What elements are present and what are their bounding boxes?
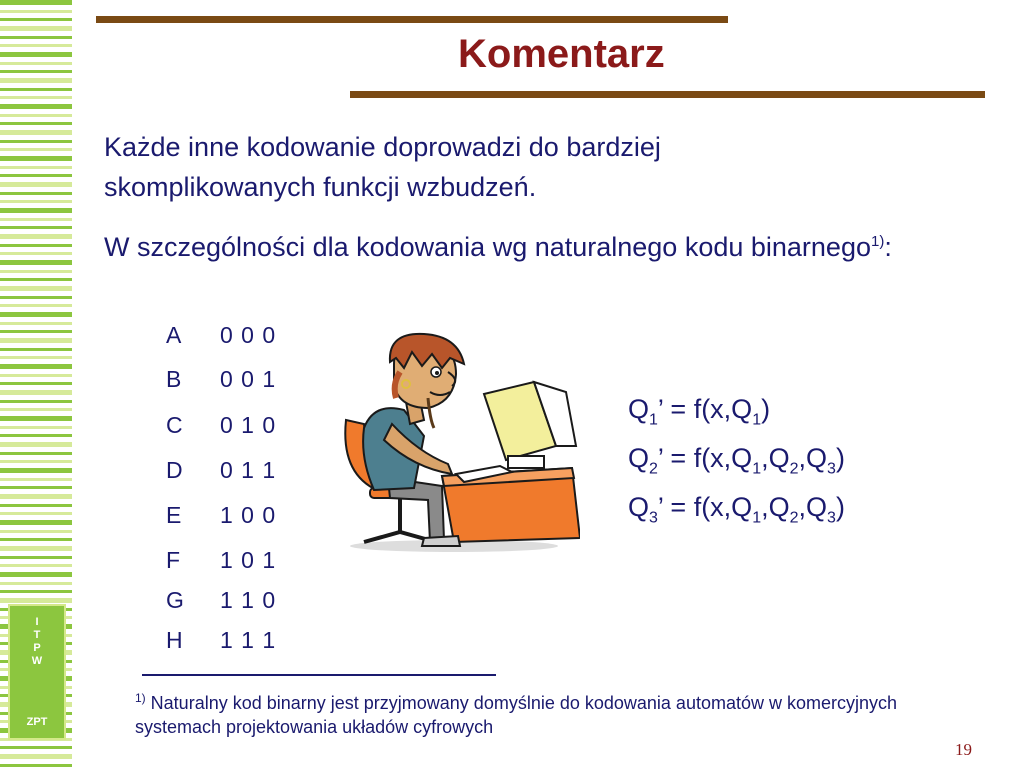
state-code: 0 0 1 xyxy=(220,366,277,392)
stripe xyxy=(0,478,72,481)
stripe xyxy=(0,564,72,567)
equation-2 xyxy=(628,443,845,478)
equation-text: ’ = f(x,Q xyxy=(657,492,753,522)
stripe xyxy=(0,434,72,437)
state-letter: B xyxy=(166,366,182,392)
stripe xyxy=(0,192,72,195)
title-bar-top xyxy=(96,16,728,23)
stripe xyxy=(0,590,72,593)
equation-subscript: 3 xyxy=(827,460,836,478)
stripe xyxy=(0,166,72,169)
equation-subscript: 1 xyxy=(752,460,762,478)
stripe xyxy=(0,44,72,47)
badge-letter: I xyxy=(35,616,39,628)
stripe xyxy=(0,122,72,125)
stripe xyxy=(0,442,72,447)
state-letter: E xyxy=(166,502,182,528)
equation-1 xyxy=(628,394,770,429)
footnote-text: Naturalny kod binarny jest przyjmowany domyślnie do kodowania automatów w komercyjnych systemach projektowania układów cyfrowych xyxy=(135,693,898,737)
state-code: 0 1 0 xyxy=(220,412,277,438)
stripe xyxy=(0,244,72,247)
stripe xyxy=(0,460,72,463)
state-code: 1 0 0 xyxy=(220,502,277,528)
stripe xyxy=(0,270,72,273)
page-number: 19 xyxy=(955,740,972,759)
footnote xyxy=(135,686,975,739)
stripe xyxy=(0,494,72,499)
stripe xyxy=(0,218,72,221)
equation-text: ,Q xyxy=(761,492,790,522)
equation-text: ,Q xyxy=(761,443,790,473)
stripe xyxy=(0,556,72,559)
stripe xyxy=(0,382,72,385)
badge-letter: P xyxy=(33,642,41,654)
stripe xyxy=(0,226,72,229)
footnote-separator xyxy=(142,674,496,676)
stripe xyxy=(0,182,72,187)
paragraph-1: Każde inne kodowanie doprowadzi do bardziej skomplikowanych funkcji wzbudzeń. xyxy=(104,132,661,202)
stripe xyxy=(0,408,72,411)
stripe xyxy=(0,530,72,533)
state-code: 0 0 0 xyxy=(220,322,277,348)
equation-subscript: 2 xyxy=(789,460,799,478)
stripe xyxy=(0,452,72,455)
stripe xyxy=(0,416,72,421)
stripe xyxy=(0,374,72,377)
state-row xyxy=(166,502,306,532)
equation-subscript: 3 xyxy=(649,509,658,527)
state-row xyxy=(166,322,306,352)
stripe xyxy=(0,312,72,317)
stripe xyxy=(0,104,72,109)
state-letter: G xyxy=(166,587,184,613)
state-code: 1 0 1 xyxy=(220,547,277,573)
slide-title: Komentarz xyxy=(458,32,665,76)
stripe xyxy=(0,156,72,161)
state-letter: H xyxy=(166,627,183,653)
stripe xyxy=(0,538,72,541)
stripe xyxy=(0,572,72,577)
stripe xyxy=(0,322,72,325)
stripe xyxy=(0,52,72,57)
stripe xyxy=(0,148,72,151)
stripe xyxy=(0,400,72,403)
stripe xyxy=(0,330,72,333)
stripe xyxy=(0,512,72,515)
equation-text: ) xyxy=(761,394,771,424)
equation-text: Q xyxy=(628,394,650,424)
stripe xyxy=(0,598,72,603)
stripe xyxy=(0,426,72,429)
equation-text: Q xyxy=(628,443,650,473)
stripe xyxy=(0,746,72,749)
stripe xyxy=(0,520,72,525)
stripe xyxy=(0,36,72,39)
title-bar-bottom xyxy=(350,91,985,98)
stripe xyxy=(0,70,72,73)
stripe xyxy=(0,252,72,255)
stripe xyxy=(0,278,72,281)
equation-subscript: 2 xyxy=(649,460,658,478)
state-code: 1 1 1 xyxy=(220,627,277,653)
stripe xyxy=(0,364,72,369)
stripe xyxy=(0,504,72,507)
equation-subscript: 2 xyxy=(789,509,799,527)
equation-subscript: 3 xyxy=(827,509,836,527)
state-row xyxy=(166,457,306,487)
state-row xyxy=(166,547,306,577)
stripe xyxy=(0,140,72,143)
stripe xyxy=(0,764,72,767)
state-row xyxy=(166,627,306,657)
state-row xyxy=(166,412,306,442)
stripe xyxy=(0,200,72,203)
state-row xyxy=(166,366,306,396)
state-code: 1 1 0 xyxy=(220,587,277,613)
state-letter: C xyxy=(166,412,183,438)
badge-org: ZPT xyxy=(26,716,48,728)
stripe xyxy=(0,96,72,99)
stripe xyxy=(0,234,72,239)
institution-badge xyxy=(8,604,66,740)
paragraph-2 xyxy=(104,222,944,267)
badge-letter: W xyxy=(31,655,43,667)
stripe xyxy=(0,338,72,343)
stripe xyxy=(0,296,72,299)
state-code: 0 1 1 xyxy=(220,457,277,483)
stripe xyxy=(0,260,72,265)
state-letter: F xyxy=(166,547,181,573)
footnote-ref: 1) xyxy=(870,233,885,250)
equation-3 xyxy=(628,492,845,527)
equation-text: ’ = f(x,Q xyxy=(657,394,753,424)
stripe xyxy=(0,356,72,359)
equation-text: ,Q xyxy=(798,492,828,522)
stripe xyxy=(0,348,72,351)
stripe xyxy=(0,304,72,307)
equation-subscript: 1 xyxy=(752,509,762,527)
footnote-mark: 1) xyxy=(135,691,146,705)
paragraph-2-end: : xyxy=(884,232,892,262)
person-at-computer-illustration xyxy=(344,328,580,558)
state-letter: A xyxy=(166,322,182,348)
stripe xyxy=(0,18,72,21)
stripe xyxy=(0,468,72,473)
stripe xyxy=(0,486,72,489)
badge-letters xyxy=(10,616,64,668)
equation-text: ,Q xyxy=(798,443,828,473)
stripe xyxy=(0,286,72,291)
stripe xyxy=(0,88,72,91)
equation-text: ’ = f(x,Q xyxy=(657,443,753,473)
stripe xyxy=(0,0,72,5)
stripe xyxy=(0,78,72,83)
equation-subscript: 1 xyxy=(649,411,658,429)
state-row xyxy=(166,587,306,617)
stripe xyxy=(0,546,72,551)
badge-letter: T xyxy=(33,629,41,641)
stripe xyxy=(0,754,72,759)
stripe xyxy=(0,114,72,117)
equation-text: ) xyxy=(835,492,845,522)
equation-subscript: 1 xyxy=(752,411,762,429)
stripe xyxy=(0,130,72,135)
stripe xyxy=(0,208,72,213)
paragraph-2-text: W szczególności dla kodowania wg naturalnego kodu binarnego xyxy=(104,232,871,262)
stripe xyxy=(0,390,72,395)
stripe xyxy=(0,174,72,177)
equation-text: Q xyxy=(628,492,650,522)
stripe xyxy=(0,26,72,31)
equation-text: ) xyxy=(835,443,845,473)
stripe xyxy=(0,582,72,585)
stripe xyxy=(0,10,72,13)
state-letter: D xyxy=(166,457,183,483)
stripe xyxy=(0,62,72,65)
cartoon-illustration xyxy=(344,328,580,558)
